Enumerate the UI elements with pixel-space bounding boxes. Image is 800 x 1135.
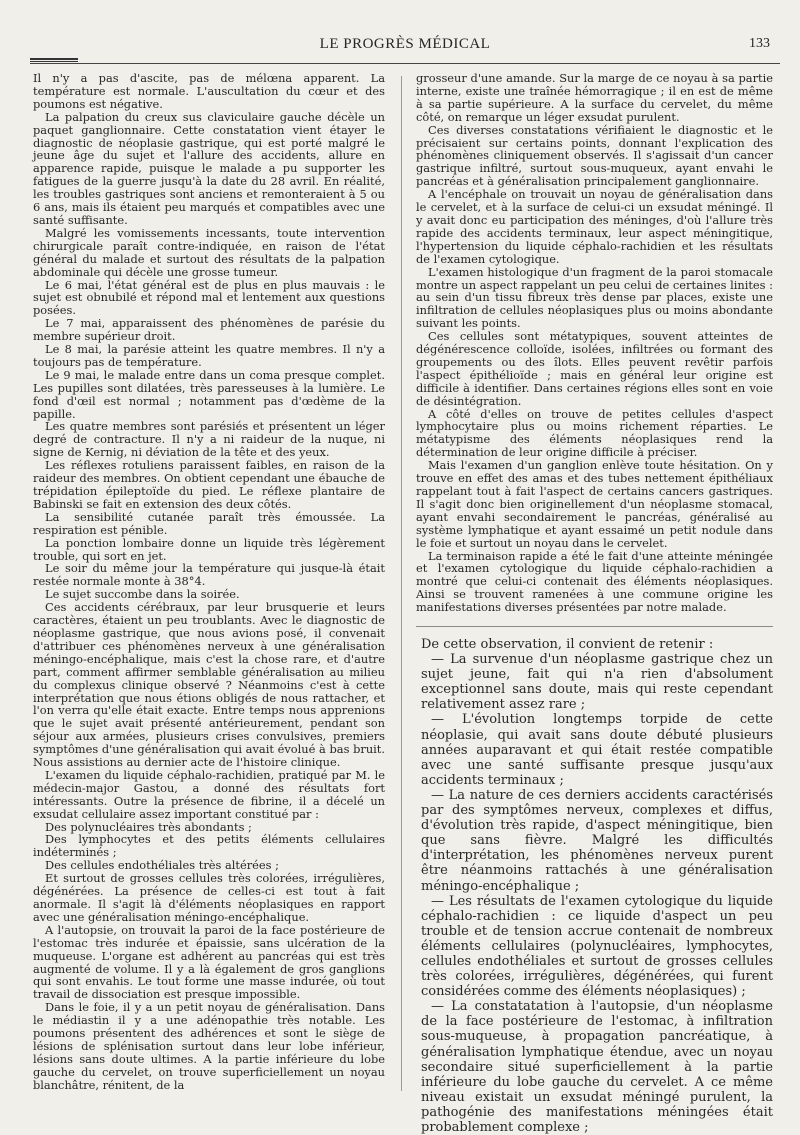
conclusion-item: — La constatatation à l'autopsie, d'un néoplasme de la face postérieure de l'estomac, à infiltration sous-muqueuse, à propagation pancréatique, à généralisation lymphatique étendue, avec un noyau secondaire situé superficiellement à la partie inférieure du lobe gauche du cervelet. A ce même niveau existait un exsudat méningé purulent, la pathogénie des manifestations méningées était probablement complexe ; <box>421 999 773 1135</box>
paragraph: L'examen histologique d'un fragment de la paroi stomacale montre un aspect rappelant un peu celui de certaines linites : au sein d'un tissu fibreux très dense par places, existe une infiltration de cellules néoplasiques plus ou moins abondante suivant les points. <box>416 264 773 331</box>
paragraph: Le 8 mai, la parésie atteint les quatre membres. Il n'y a toujours pas de température. <box>33 342 385 369</box>
left-column <box>33 72 385 1092</box>
paragraph: Des lymphocytes et des petits éléments cellulaires indéterminés ; <box>33 832 385 860</box>
conclusion-intro: De cette observation, il convient de retenir : <box>421 637 714 652</box>
paragraph: La ponction lombaire donne un liquide très légèrement trouble, qui sort en jet. <box>33 535 385 563</box>
paragraph: Ces accidents cérébraux, par leur brusquerie et leurs caractères, étaient un peu troublants. Avec le diagnostic de néoplasme gastrique, que nous avions posé, il convenait d'attribuer ces phénomènes nerveux à une généralisation méningo-encéphalique, mais c'est la chose rare, et d'autre part, comment affirmer semblable généralisation au milieu du complexus clinique observé ? Néanmoins c'est à cette interprétation que nous étions obligés de nous rattacher, et l'on verra qu'elle était exacte. Entre temps nous apprenions que le sujet avait présenté antérieurement, pendant son séjour aux armées, plusieurs crises convulsives, premiers symptômes d'une généralisation qui avait évolué à bas bruit. Nous assistions au dernier acte de l'histoire clinique. <box>33 600 385 770</box>
paragraph: Des cellules endothéliales très altérées ; <box>45 858 279 873</box>
conclusion-item: — L'évolution longtemps torpide de cette néoplasie, qui avait sans doute débuté plusieurs années auparavant et qui était restée compatible avec une santé suffisante presque jusqu'aux accidents terminaux ; <box>421 712 773 788</box>
paragraph: Ces diverses constatations vérifiaient le diagnostic et le précisaient sur certains points, donnant l'explication des phénomènes cliniquement observés. Il s'agissait d'un cancer gastrique infiltré, surtout sous-muqueux, ayant envahi le pancréas et à généralisation principalement ganglionnaire. <box>416 122 773 189</box>
conclusion-item: — Les résultats de l'examen cytologique du liquide céphalo-rachidien : ce liquide d'aspect un peu trouble et de tension accrue contenait de nombreux éléments cellulaires (polynucléaires, lymphocytes, cellules endothéliales et surtout de grosses cellules très colorées, irrégulières, dégénérées, qui furent considérées comme des éléments néoplasiques) ; <box>421 893 773 1000</box>
paragraph: La palpation du creux sus claviculaire gauche décèle un paquet ganglionnaire. Cette constatation vient étayer le diagnostic de néoplasie gastrique, qui est porté malgré le jeune âge du sujet et l'allure des accidents, allure en apparence rapide, puisque le malade a pu supporter les fatigues de la guerre jusqu'à la date du 28 avril. En réalité, les troubles gastriques sont anciens et remonteraient à 5 ou 6 ans, mais ils étaient peu marqués et compatibles avec une santé suffisante. <box>33 109 385 227</box>
section-divider <box>416 626 773 627</box>
right-column <box>416 72 773 614</box>
paragraph: L'examen du liquide céphalo-rachidien, pratiqué par M. le médecin-major Gastou, a donné des résultats fort intéressants. Outre la présence de fibrine, il a décelé un exsudat cellulaire assez important constitué par : <box>33 767 385 821</box>
column-separator <box>401 76 402 1091</box>
header-rule <box>30 63 780 64</box>
paragraph: Le sujet succombe dans la soirée. <box>45 587 240 602</box>
paragraph: Le soir du même jour la température qui jusque-là était restée normale monte à 38°4. <box>33 561 385 589</box>
paragraph: A côté d'elles on trouve de petites cellules d'aspect lymphocytaire plus ou moins richement réparties. Le métatypisme des éléments néoplasiques rend la détermination de leur origine difficile à préciser. <box>416 406 773 460</box>
page-number: 133 <box>749 36 770 51</box>
paragraph: Il n'y a pas d'ascite, pas de mélœna apparent. La température est normale. L'auscultation du cœur et des poumons est négative. <box>33 71 385 111</box>
paragraph: Les quatre membres sont parésiés et présentent un léger degré de contracture. Il n'y a ni raideur de la nuque, ni signe de Kernig, ni déviation de la tête et des yeux. <box>33 419 385 460</box>
paragraph: Des polynucléaires très abondants ; <box>45 819 252 834</box>
paragraph: La sensibilité cutanée paraît très émoussée. La respiration est pénible. <box>33 509 385 537</box>
paragraph: La terminaison rapide a été le fait d'une atteinte méningée et l'examen cytologique du liquide céphalo-rachidien a montré que celui-ci contenait des éléments néoplasiques. Ainsi se trouvent ramenées à une commune origine les manifestations diverses présentées par notre malade. <box>416 548 773 615</box>
paragraph: Le 9 mai, le malade entre dans un coma presque complet. Les pupilles sont dilatées, très paresseuses à la lumière. Le fond d'œil est normal ; notamment pas d'œdème de la papille. <box>33 367 385 421</box>
running-title: LE PROGRÈS MÉDICAL <box>319 36 491 52</box>
paragraph: Ces cellules sont métatypiques, souvent atteintes de dégénérescence colloïde, isolées, infiltrées ou formant des groupements ou des îlots. Elles peuvent revêtir parfois l'aspect épithélioïde ; mais en général leur origine est difficile à identifier. Dans certaines régions elles sont en voie de désintégration. <box>416 329 773 408</box>
paragraph: Et surtout de grosses cellules très colorées, irrégulières, dégénérées. La présence de celles-ci est tout à fait anormale. Il s'agit là d'éléments néoplasiques en rapport avec une généralisation méningo-encéphalique. <box>33 871 385 924</box>
conclusions <box>421 637 773 1135</box>
paragraph: A l'encéphale on trouvait un noyau de généralisation dans le cervelet, et à la surface de celui-ci un exsudat méningé. Il y avait donc eu participation des méninges, d'où l'allure très rapide des accidents terminaux, leur aspect méningitique, l'hypertension du liquide céphalo-rachidien et les résultats de l'examen cytologique. <box>416 187 773 266</box>
paragraph: Le 6 mai, l'état général est de plus en plus mauvais : le sujet est obnubilé et répond mal et lentement aux questions posées. <box>33 277 385 318</box>
paragraph: Malgré les vomissements incessants, toute intervention chirurgicale paraît contre-indiquée, en raison de l'état général du malade et surtout des résultats de la palpation abdominale qui décèle une grosse tumeur. <box>33 225 385 279</box>
paragraph: grosseur d'une amande. Sur la marge de ce noyau à sa partie interne, existe une traînée hémorragique ; il en est de même à sa partie supérieure. A la surface du cervelet, du même côté, on remarque un léger exsudat purulent. <box>416 71 773 124</box>
paragraph: Mais l'examen d'un ganglion enlève toute hésitation. On y trouve en effet des amas et des tubes nettement épithéliaux rappelant tout à fait l'aspect de certains cancers gastriques. Il s'agit donc bien originellement d'un néoplasme stomacal, ayant envahi secondairement le pancréas, généralisé au système lymphatique et ayant essaimé un petit nodule dans le foie et surtout un noyau dans le cervelet. <box>416 458 773 550</box>
page-header <box>30 36 780 60</box>
header-double-rule <box>30 58 78 62</box>
paragraph: A l'autopsie, on trouvait la paroi de la face postérieure de l'estomac très indurée et épaissie, sans ulcération de la muqueuse. L'organe est adhérent au pancréas qui est très augmenté de volume. Il y a là également de gros ganglions qui sont envahis. Le tout forme une masse indurée, où tout travail de dissociation est presque impossible. <box>33 922 385 1002</box>
conclusion-item: — La survenue d'un néoplasme gastrique chez un sujet jeune, fait qui n'a rien d'absolument exceptionnel sans doute, mais qui reste cependant relativement assez rare ; <box>421 652 773 713</box>
paragraph: Le 7 mai, apparaissent des phénomènes de parésie du membre supérieur droit. <box>33 316 385 344</box>
paragraph: Les réflexes rotuliens paraissent faibles, en raison de la raideur des membres. On obtient cependant une ébauche de trépidation épileptoïde du pied. Le réflexe plantaire de Babinski se fait en extension des deux côtés. <box>33 458 385 511</box>
conclusion-item: — La nature de ces derniers accidents caractérisés par des symptômes nerveux, complexes et diffus, d'évolution très rapide, d'aspect méningitique, bien que sans fièvre. Malgré les difficultés d'interprétation, les phénomènes nerveux purent être néanmoins rattachés à une généralisation méningo-encéphalique ; <box>421 787 773 894</box>
paragraph: Dans le foie, il y a un petit noyau de généralisation. Dans le médiastin il y a une adénopathie très notable. Les poumons présentent des adhérences et sont le siège de lésions de splénisation surtout dans leur lobe inférieur, lésions sans doute ultimes. A la partie inférieure du lobe gauche du cervelet, on trouve superficiellement un noyau blanchâtre, rénitent, de la <box>33 1000 385 1092</box>
